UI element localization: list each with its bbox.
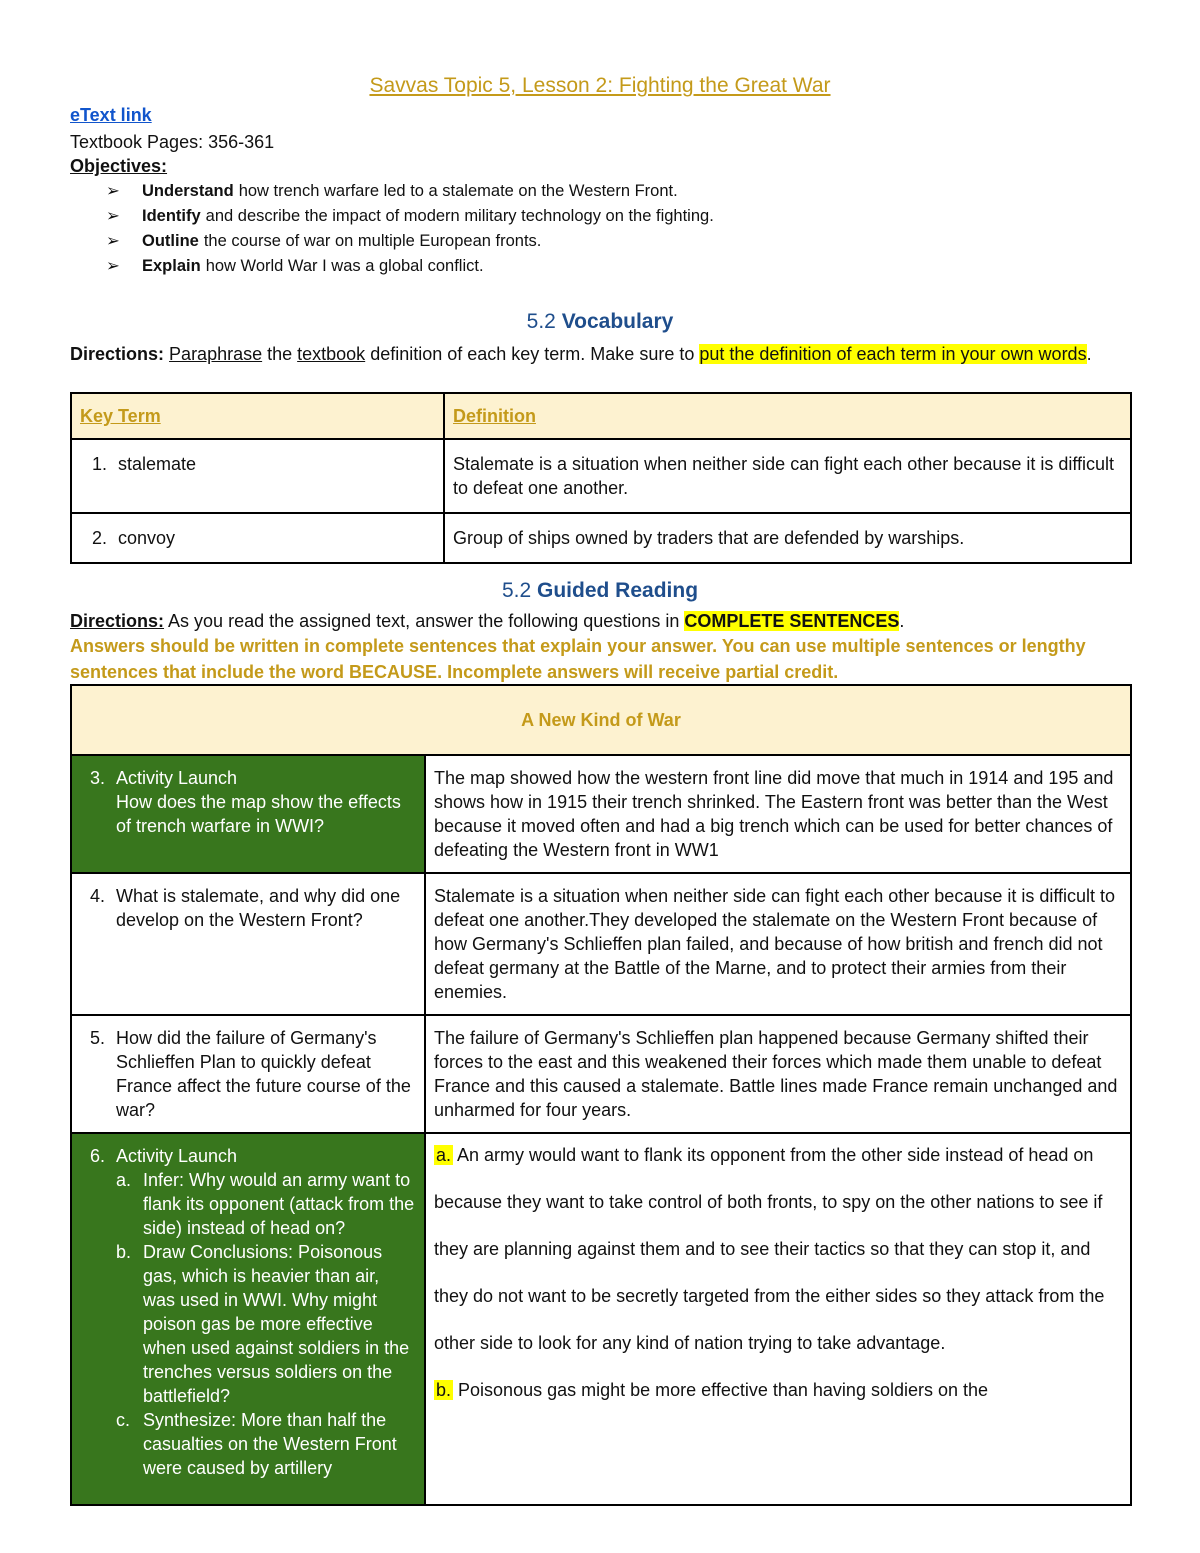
sub-text: Infer: Why would an army want to flank its opponent (attack from the side) instead of head on? bbox=[143, 1170, 415, 1238]
dir-the: the bbox=[262, 344, 298, 364]
objective-verb: Identify bbox=[142, 207, 201, 225]
objective-item bbox=[106, 179, 1106, 204]
guided-heading bbox=[0, 577, 1200, 605]
table-row bbox=[71, 755, 1131, 873]
col-definition: Definition bbox=[444, 393, 1131, 439]
arrow-bullet-icon: ➢ bbox=[106, 257, 120, 275]
question-title: Activity Launch bbox=[116, 1146, 238, 1166]
vocab-heading bbox=[0, 308, 1200, 336]
answer-b bbox=[434, 1367, 1122, 1414]
guided-heading-num: 5.2 bbox=[501, 579, 532, 602]
directions-label: Directions: bbox=[70, 611, 165, 631]
vocab-table bbox=[70, 392, 1132, 564]
objective-verb: Outline bbox=[142, 232, 199, 250]
textbook-pages: Textbook Pages: 356-361 bbox=[70, 132, 275, 152]
objective-item bbox=[106, 204, 1106, 229]
question-text: What is stalemate, and why did one develop on the Western Front? bbox=[116, 886, 401, 930]
answer-a-text: An army would want to flank its opponent from the other side instead of head on because they want to take control of both fronts, to spy on the other nations to see if they are planning against them and to see their tactics so that they can stop it, and they do not want to be secretly targeted from the either sides so they attack from the other side to look for any kind of nation trying to take advantage. bbox=[434, 1145, 1105, 1353]
objective-text: how World War I was a global conflict. bbox=[205, 257, 484, 275]
arrow-bullet-icon: ➢ bbox=[106, 182, 120, 200]
arrow-bullet-icon: ➢ bbox=[106, 207, 120, 225]
question-cell bbox=[71, 1133, 425, 1505]
etext-link[interactable]: eText link bbox=[70, 105, 152, 125]
sub-text: Draw Conclusions: Poisonous gas, which is heavier than air, was used in WWI. Why might poison gas be more effective when used against soldiers in the trenches versus soldiers on the battlefield? bbox=[143, 1242, 410, 1406]
table-row bbox=[71, 1015, 1131, 1133]
sub-letter: a. bbox=[116, 1170, 132, 1190]
objective-verb: Explain bbox=[142, 257, 201, 275]
section-banner-row bbox=[71, 685, 1131, 755]
answer-cell: The map showed how the western front line did move that much in 1914 and 195 and shows how in 1915 their trench shrinked. The Eastern front was better than the West because it moved often and had a big trench which can be used for better chances of defeating the Western front in WW1 bbox=[425, 755, 1131, 873]
sub-question bbox=[116, 1240, 416, 1408]
guided-heading-text: Guided Reading bbox=[537, 579, 699, 602]
question-text: How does the map show the effects of trench warfare in WWI? bbox=[116, 792, 401, 836]
dir-end: . bbox=[899, 611, 905, 631]
vocab-directions bbox=[70, 341, 1140, 367]
term-cell bbox=[71, 439, 444, 513]
vocab-heading-num: 5.2 bbox=[526, 310, 556, 333]
section-title: A New Kind of War bbox=[71, 685, 1131, 755]
sub-text: Synthesize: More than half the casualties on the Western Front were caused by artillery bbox=[143, 1410, 397, 1478]
definition-cell: Stalemate is a situation when neither side can fight each other because it is difficult to defeat one another. bbox=[444, 439, 1131, 513]
question-number: 3. bbox=[90, 768, 106, 788]
answer-a bbox=[434, 1132, 1122, 1367]
sub-question bbox=[116, 1168, 416, 1240]
directions-label: Directions: bbox=[70, 344, 165, 364]
answer-a-label: a. bbox=[436, 1145, 452, 1165]
dir-text: As you read the assigned text, answer the following questions in bbox=[164, 611, 685, 631]
table-row bbox=[71, 873, 1131, 1015]
dir-textbook: textbook bbox=[297, 344, 366, 364]
dir-highlight: COMPLETE SENTENCES bbox=[684, 611, 900, 631]
objective-item bbox=[106, 229, 1106, 254]
dir-mid: definition of each key term. Make sure to bbox=[365, 344, 700, 364]
question-number: 6. bbox=[90, 1146, 106, 1166]
question-title: Activity Launch bbox=[116, 768, 238, 788]
term-text: convoy bbox=[118, 528, 176, 548]
question-cell bbox=[71, 755, 425, 873]
table-row bbox=[71, 439, 1131, 513]
question-number: 5. bbox=[90, 1028, 106, 1048]
guided-directions bbox=[70, 609, 1140, 633]
answer-b-text: Poisonous gas might be more effective than having soldiers on the bbox=[458, 1380, 989, 1400]
definition-cell: Group of ships owned by traders that are defended by warships. bbox=[444, 513, 1131, 563]
objectives-label: Objectives: bbox=[70, 156, 168, 176]
question-cell bbox=[71, 873, 425, 1015]
term-text: stalemate bbox=[118, 454, 197, 474]
term-cell bbox=[71, 513, 444, 563]
term-number: 2. bbox=[92, 528, 108, 548]
vocab-heading-text: Vocabulary bbox=[561, 310, 674, 333]
guided-reading-table bbox=[70, 684, 1132, 1506]
sub-letter: c. bbox=[116, 1410, 131, 1430]
objective-text: the course of war on multiple European fronts. bbox=[203, 232, 542, 250]
objectives-list bbox=[106, 179, 1106, 279]
vocab-header-row bbox=[71, 393, 1131, 439]
answer-b-label: b. bbox=[436, 1380, 452, 1400]
col-key-term: Key Term bbox=[71, 393, 444, 439]
objective-verb: Understand bbox=[142, 182, 234, 200]
sub-question bbox=[116, 1408, 416, 1480]
answer-cell bbox=[425, 1133, 1131, 1505]
question-number: 4. bbox=[90, 886, 106, 906]
objective-text: and describe the impact of modern military technology on the fighting. bbox=[205, 207, 714, 225]
term-number: 1. bbox=[92, 454, 108, 474]
page-title: Savvas Topic 5, Lesson 2: Fighting the Great War bbox=[369, 74, 831, 97]
question-cell bbox=[71, 1015, 425, 1133]
question-text: How did the failure of Germany's Schlieffen Plan to quickly defeat France affect the future course of the war? bbox=[116, 1028, 411, 1120]
sub-letter: b. bbox=[116, 1242, 132, 1262]
dir-highlight: put the definition of each term in your own words bbox=[699, 344, 1087, 364]
dir-end: . bbox=[1086, 344, 1092, 364]
dir-paraphrase: Paraphrase bbox=[169, 344, 263, 364]
guided-note: Answers should be written in complete sentences that explain your answer. You can use multiple sentences or lengthy sentences that include the word BECAUSE. Incomplete answers will receive partial credit. bbox=[70, 636, 1086, 682]
table-row bbox=[71, 513, 1131, 563]
objective-item bbox=[106, 254, 1106, 279]
table-row bbox=[71, 1133, 1131, 1505]
arrow-bullet-icon: ➢ bbox=[106, 232, 120, 250]
answer-cell: Stalemate is a situation when neither side can fight each other because it is difficult to defeat one another.They developed the stalemate on the Western Front because of how Germany's Schlieffen plan failed, and because of how british and french did not defeat germany at the Battle of the Marne, and to protect their armies from their enemies. bbox=[425, 873, 1131, 1015]
objective-text: how trench warfare led to a stalemate on the Western Front. bbox=[238, 182, 678, 200]
answer-cell: The failure of Germany's Schlieffen plan happened because Germany shifted their forces to the east and this weakened their forces which made them unable to defeat France and this caused a stalemate. Battle lines made France remain unchanged and unharmed for four years. bbox=[425, 1015, 1131, 1133]
